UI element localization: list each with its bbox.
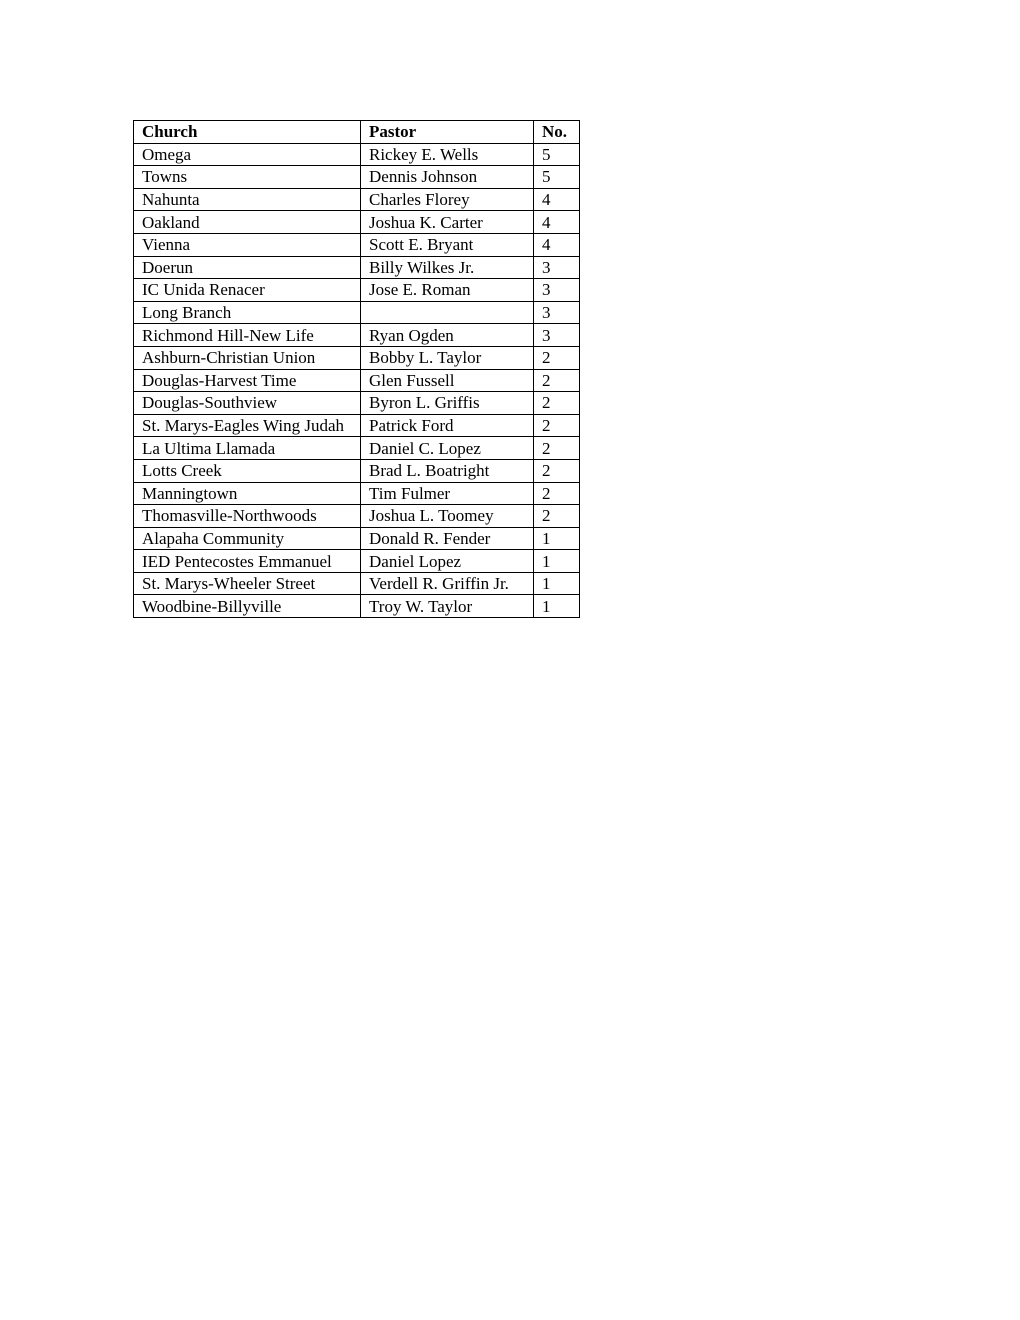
table-row <box>134 572 580 595</box>
cell-no: 1 <box>534 527 580 550</box>
table-row <box>134 211 580 234</box>
header-church: Church <box>134 121 361 144</box>
table-row <box>134 256 580 279</box>
cell-no: 2 <box>534 392 580 415</box>
table-row <box>134 505 580 528</box>
cell-no: 2 <box>534 459 580 482</box>
cell-no: 2 <box>534 482 580 505</box>
cell-pastor: Charles Florey <box>361 188 534 211</box>
cell-no: 2 <box>534 505 580 528</box>
cell-pastor: Tim Fulmer <box>361 482 534 505</box>
table-row <box>134 392 580 415</box>
cell-church: La Ultima Llamada <box>134 437 361 460</box>
cell-church: Doerun <box>134 256 361 279</box>
table-row <box>134 143 580 166</box>
cell-no: 3 <box>534 301 580 324</box>
cell-pastor: Jose E. Roman <box>361 279 534 302</box>
cell-no: 5 <box>534 166 580 189</box>
cell-church: Nahunta <box>134 188 361 211</box>
cell-church: Towns <box>134 166 361 189</box>
cell-church: Omega <box>134 143 361 166</box>
cell-pastor: Billy Wilkes Jr. <box>361 256 534 279</box>
cell-pastor: Scott E. Bryant <box>361 233 534 256</box>
header-no: No. <box>534 121 580 144</box>
table-row <box>134 279 580 302</box>
cell-church: Douglas-Southview <box>134 392 361 415</box>
table-row <box>134 595 580 618</box>
cell-pastor: Daniel Lopez <box>361 550 534 573</box>
church-table <box>133 120 580 618</box>
cell-pastor: Rickey E. Wells <box>361 143 534 166</box>
table-row <box>134 166 580 189</box>
cell-pastor: Patrick Ford <box>361 414 534 437</box>
cell-church: Richmond Hill-New Life <box>134 324 361 347</box>
cell-church: Ashburn-Christian Union <box>134 346 361 369</box>
cell-no: 1 <box>534 595 580 618</box>
cell-church: Oakland <box>134 211 361 234</box>
table-row <box>134 414 580 437</box>
cell-no: 3 <box>534 279 580 302</box>
cell-church: IED Pentecostes Emmanuel <box>134 550 361 573</box>
table-body <box>134 143 580 617</box>
cell-pastor: Verdell R. Griffin Jr. <box>361 572 534 595</box>
cell-church: Lotts Creek <box>134 459 361 482</box>
cell-church: Vienna <box>134 233 361 256</box>
cell-church: Manningtown <box>134 482 361 505</box>
cell-no: 2 <box>534 346 580 369</box>
cell-no: 4 <box>534 233 580 256</box>
cell-pastor: Dennis Johnson <box>361 166 534 189</box>
cell-church: Woodbine-Billyville <box>134 595 361 618</box>
cell-church: Alapaha Community <box>134 527 361 550</box>
cell-no: 1 <box>534 550 580 573</box>
table-row <box>134 301 580 324</box>
table-row <box>134 369 580 392</box>
table-row <box>134 459 580 482</box>
cell-pastor: Glen Fussell <box>361 369 534 392</box>
cell-church: St. Marys-Wheeler Street <box>134 572 361 595</box>
table-row <box>134 550 580 573</box>
cell-pastor: Joshua L. Toomey <box>361 505 534 528</box>
table-row <box>134 527 580 550</box>
cell-pastor <box>361 301 534 324</box>
cell-no: 1 <box>534 572 580 595</box>
cell-pastor: Bobby L. Taylor <box>361 346 534 369</box>
cell-church: St. Marys-Eagles Wing Judah <box>134 414 361 437</box>
cell-pastor: Daniel C. Lopez <box>361 437 534 460</box>
table-row <box>134 346 580 369</box>
cell-no: 3 <box>534 324 580 347</box>
cell-pastor: Byron L. Griffis <box>361 392 534 415</box>
table-row <box>134 233 580 256</box>
cell-no: 2 <box>534 437 580 460</box>
table-row <box>134 324 580 347</box>
header-pastor: Pastor <box>361 121 534 144</box>
cell-no: 4 <box>534 188 580 211</box>
cell-church: IC Unida Renacer <box>134 279 361 302</box>
cell-no: 2 <box>534 414 580 437</box>
cell-pastor: Troy W. Taylor <box>361 595 534 618</box>
cell-no: 5 <box>534 143 580 166</box>
cell-no: 2 <box>534 369 580 392</box>
cell-no: 4 <box>534 211 580 234</box>
table-row <box>134 437 580 460</box>
table-header-row <box>134 121 580 144</box>
cell-pastor: Joshua K. Carter <box>361 211 534 234</box>
cell-pastor: Brad L. Boatright <box>361 459 534 482</box>
table-row <box>134 482 580 505</box>
cell-pastor: Donald R. Fender <box>361 527 534 550</box>
cell-pastor: Ryan Ogden <box>361 324 534 347</box>
cell-church: Long Branch <box>134 301 361 324</box>
table-row <box>134 188 580 211</box>
cell-church: Douglas-Harvest Time <box>134 369 361 392</box>
cell-no: 3 <box>534 256 580 279</box>
cell-church: Thomasville-Northwoods <box>134 505 361 528</box>
